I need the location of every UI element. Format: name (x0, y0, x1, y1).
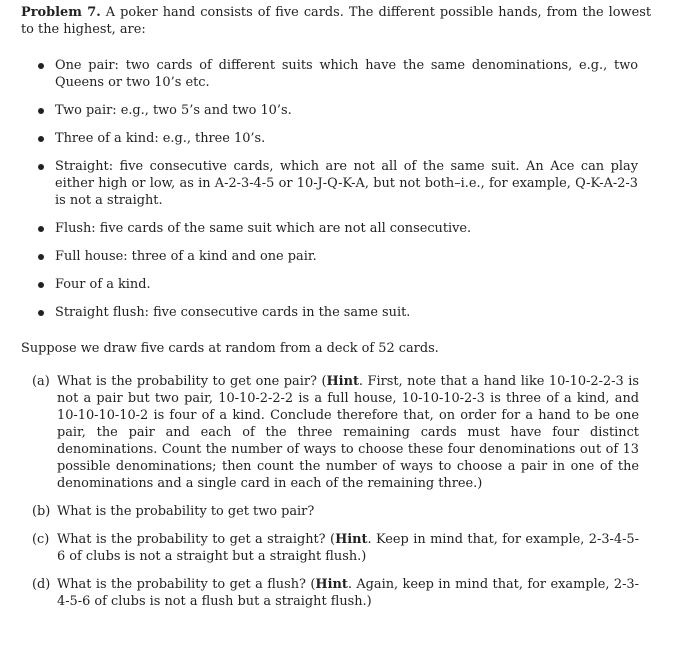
hint-text: . First, note that a hand like 10-10-2-2-3 is not a pair but two pair, 10-10-2-2-2 is a full house, 10-10-10-2-3 is three of a kind, and 10-10-10-10-2 is four of a kind. Conclude therefore that, on order for a hand to be one pair, the pair and each of the three remaining cards must have four distinct denominations. Count the number of ways to choose these four denominations out of 13 possible denominations; then count the number of ways to choose a pair in one of the denominations and a single card in each of the remaining three.) (57, 374, 639, 491)
part-label: (b) (32, 504, 51, 519)
hand-kind-text: One pair: two cards of different suits which have the same denominations, e.g., two Queens or two 10’s etc. (55, 58, 638, 90)
part-label: (c) (32, 532, 50, 547)
hand-kind-item (0, 57, 638, 91)
hand-kind-item (0, 130, 638, 147)
hand-kind-text: Straight flush: five consecutive cards in the same suit. (55, 305, 411, 320)
problem-intro (21, 4, 651, 38)
question-part (0, 531, 639, 565)
hint-word: Hint (315, 577, 348, 592)
hint-word: Hint (326, 374, 359, 389)
suppose-text: Suppose we draw five cards at random from a deck of 52 cards. (21, 341, 439, 356)
hand-kind-text: Flush: five cards of the same suit which are not all consecutive. (55, 221, 472, 236)
bullet-icon (38, 226, 44, 232)
question-part (0, 576, 639, 610)
question-parts-list (0, 373, 673, 621)
hand-kind-text: Straight: five consecutive cards, which are not all of the same suit. An Ace can play either high or low, as in A-2-3-4-5 or 10-J-Q-K-A, but not both–i.e., for example, Q-K-A-2-3 is not a straight. (55, 159, 638, 208)
part-question: What is the probability to get a flush? ( (57, 577, 316, 592)
hint-word: Hint (335, 532, 368, 547)
hand-kind-item (0, 276, 638, 293)
hand-kind-text: Two pair: e.g., two 5’s and two 10’s. (55, 103, 292, 118)
hand-kind-item (0, 220, 638, 237)
question-part (0, 373, 639, 492)
hand-kinds-list (0, 57, 673, 332)
part-question: What is the probability to get a straight? ( (57, 532, 336, 547)
bullet-icon (38, 108, 44, 114)
bullet-icon (38, 63, 44, 69)
part-question: What is the probability to get one pair? ( (57, 374, 327, 389)
part-label: (d) (32, 577, 51, 592)
question-part (0, 503, 639, 520)
bullet-icon (38, 282, 44, 288)
problem-heading: Problem 7. (21, 5, 101, 20)
part-question: What is the probability to get two pair? (57, 504, 315, 519)
bullet-icon (38, 254, 44, 260)
hint-text: . Keep in mind that, for example, 2-3-4-5-6 of clubs is not a straight but a straight flush.) (57, 532, 639, 564)
hand-kind-item (0, 304, 638, 321)
hint-text: . Again, keep in mind that, for example, 2-3-4-5-6 of clubs is not a flush but a straight flush.) (57, 577, 639, 609)
bullet-icon (38, 136, 44, 142)
hand-kind-item (0, 102, 638, 119)
bullet-icon (38, 310, 44, 316)
bullet-icon (38, 164, 44, 170)
part-label: (a) (32, 374, 50, 389)
hand-kind-text: Full house: three of a kind and one pair. (55, 249, 317, 264)
hand-kind-text: Three of a kind: e.g., three 10’s. (55, 131, 266, 146)
hand-kind-text: Four of a kind. (55, 277, 151, 292)
hand-kind-item (0, 248, 638, 265)
problem-intro-text: A poker hand consists of five cards. The different possible hands, from the lowest to the highest, are: (21, 5, 651, 37)
hand-kind-item (0, 158, 638, 209)
